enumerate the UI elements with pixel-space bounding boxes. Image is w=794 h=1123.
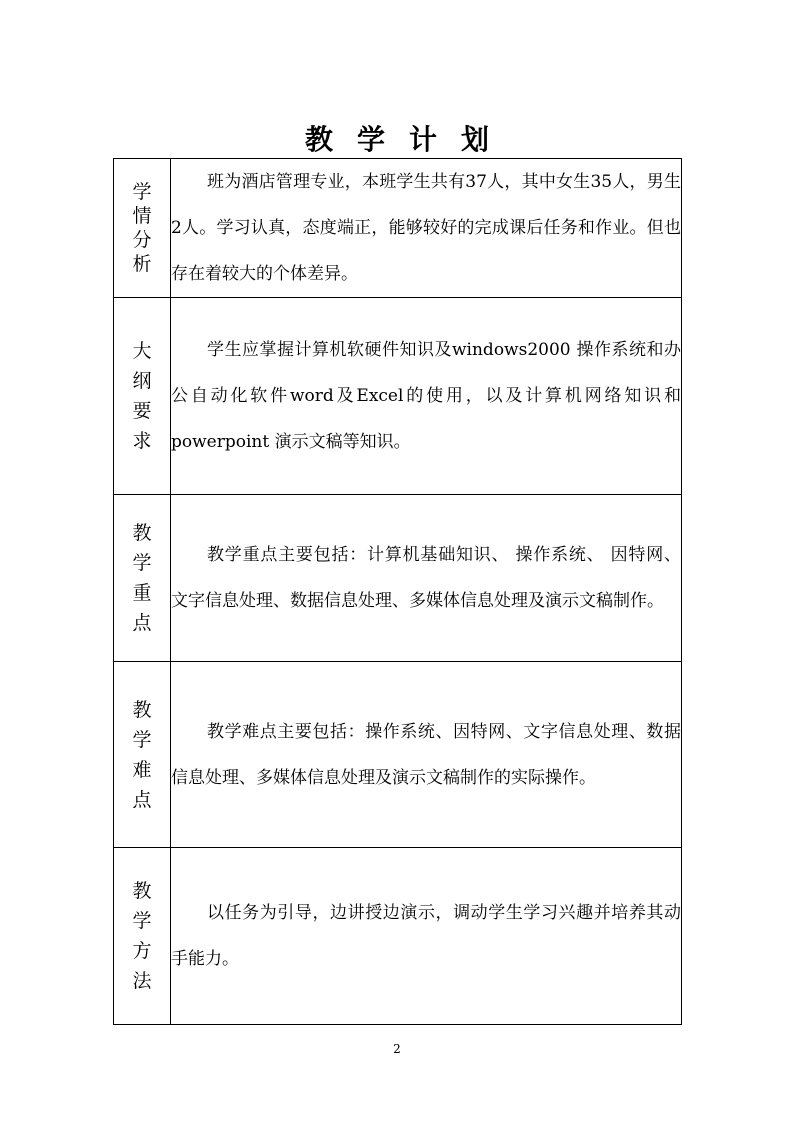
row-label-char: 点 [132,612,152,634]
row-label-char: 法 [132,970,152,992]
row-label-char: 大 [132,340,152,362]
row-content-text: 教学重点主要包括：计算机基础知识、 操作系统、 因特网、 文字信息处理、数据信息处理、多媒体信息处理及演示文稿制作。 [171,545,681,611]
row-label [114,298,171,495]
table-row [114,495,682,662]
row-label-char: 学 [132,552,152,574]
row-content-text: 学生应掌握计算机软硬件知识及windows2000 操作系统和办公自动化软件word及Excel的使用，以及计算机网络知识和powerpoint 演示文稿等知识。 [171,340,681,452]
row-content-text: 教学难点主要包括：操作系统、因特网、文字信息处理、数据信息处理、多媒体信息处理及演示文稿制作的实际操作。 [171,721,681,788]
row-label-char: 求 [132,430,152,452]
row-content-text: 班为酒店管理专业，本班学生共有37人，其中女生35人，男生2人。学习认真，态度端正，能够较好的完成课后任务和作业。但也存在着较大的个体差异。 [171,172,681,284]
row-label [114,159,171,298]
row-label-char: 教 [132,698,152,721]
table-row [114,298,682,495]
row-label [114,848,171,1025]
row-content [171,495,682,662]
row-label [114,495,171,662]
row-content [171,298,682,495]
row-label-char: 点 [132,788,152,811]
row-label-char: 要 [132,400,152,422]
page-number: 2 [393,1042,401,1056]
table-row [114,159,682,298]
row-content [171,662,682,848]
row-label-char: 重 [132,582,152,604]
document-title: 教学计划 [304,123,513,156]
row-content [171,848,682,1025]
row-label-char: 纲 [132,370,152,392]
row-label-char: 教 [132,880,152,902]
table-row [114,662,682,848]
row-label-char: 学 [132,728,152,751]
row-label-char: 分 [132,229,152,251]
table-row [114,848,682,1025]
row-content-text: 以任务为引导，边讲授边演示，调动学生学习兴趣并培养其动手能力。 [171,903,681,969]
row-label-char: 教 [132,522,152,544]
row-label-char: 方 [132,940,152,962]
row-label-char: 学 [132,910,152,932]
row-label-char: 难 [132,758,152,781]
row-label [114,662,171,848]
row-label-char: 情 [132,205,152,227]
row-label-char: 学 [132,181,152,203]
row-label-char: 析 [132,253,152,275]
row-content [171,159,682,298]
teaching-plan-table [113,158,682,1025]
